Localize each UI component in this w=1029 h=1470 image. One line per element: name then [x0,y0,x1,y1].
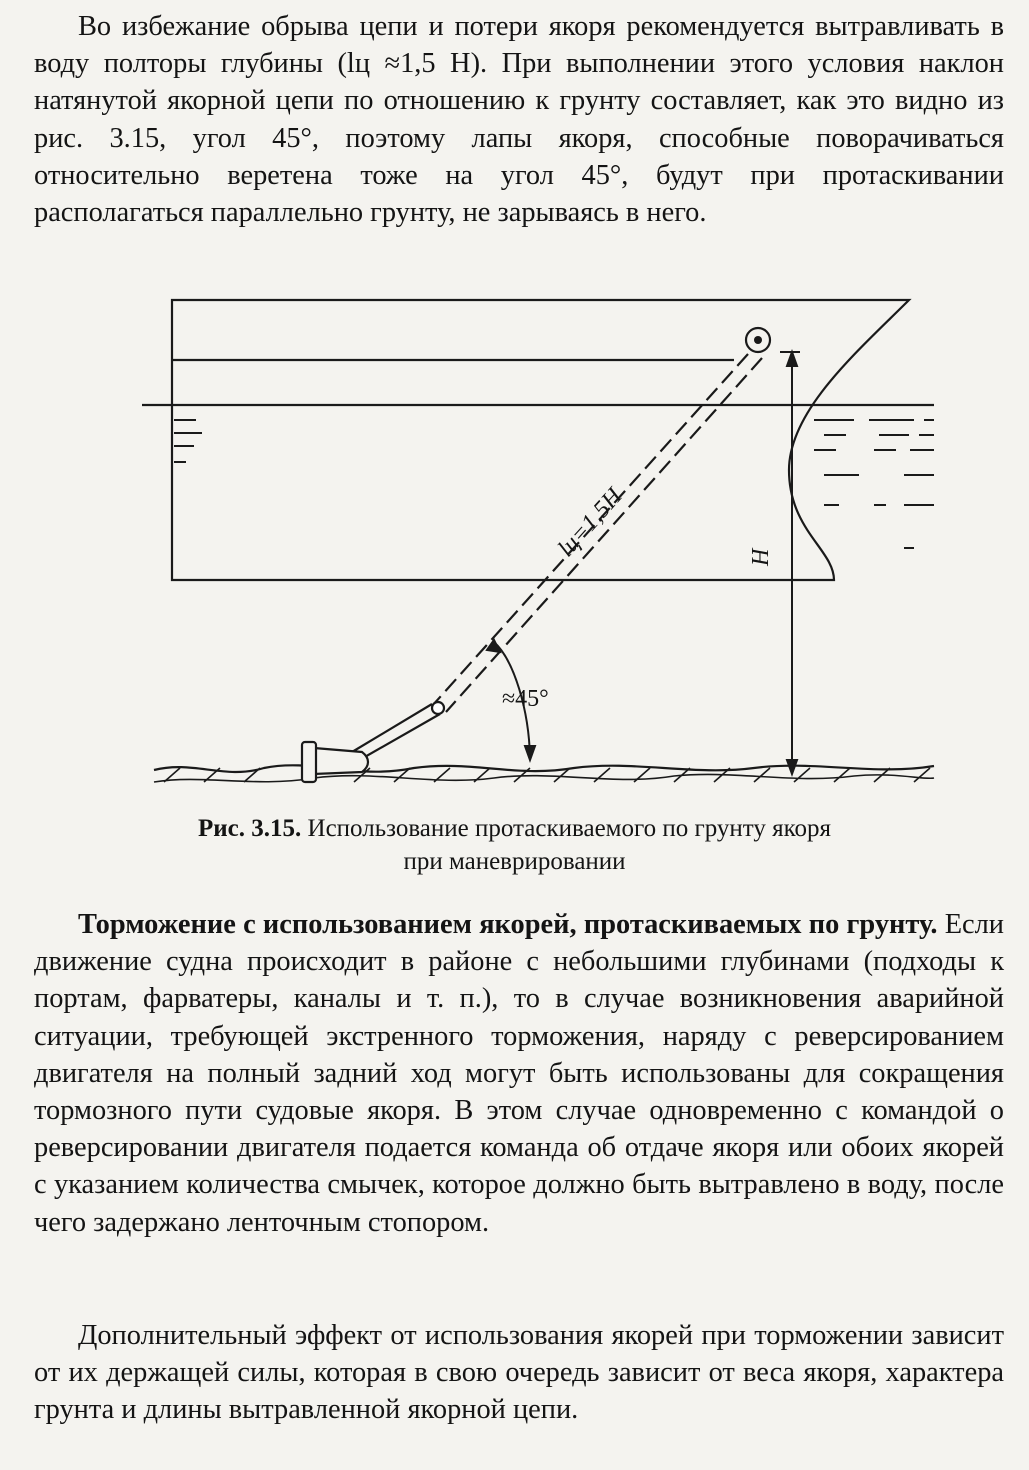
anchor-diagram [134,290,954,810]
figure-caption [0,812,1029,878]
caption-line-1: Использование протаскиваемого по грунту якоря [307,815,832,842]
seabed-line [154,765,934,772]
seabed-line-lower [154,774,934,782]
depth-label: H [748,548,774,566]
depth-dimension [780,352,800,774]
caption-number: Рис. 3.15. [197,815,302,842]
paragraph-anchor-chain-length: Во избежание обрыва цепи и потери якоря рекомендуется вытравливать в воду полторы глубины (lц ≈1,5 Н). При выполнении этого условия наклон натянутой якорной цепи по отношению к грунту составляет, как это видно из рис. 3.15, угол 45°, поэтому лапы якоря, способные поворачиваться относительно веретена тоже на угол 45°, будут при протаскивании располагаться параллельно грунту, не зарываясь в него. [34,11,1004,229]
paragraph-additional-effect: Дополнительный эффект от использования якорей при торможении зависит от их держащей силы, которая в свою очередь зависит от веса якоря, характера грунта и длины вытравленной якорной цепи. [34,1320,1004,1426]
ship-hull [172,300,909,580]
paragraph-braking-text: Если движение судна происходит в районе с небольшими глубинами (подходы к портам, фарватеры, каналы и т. п.), то в случае возникновения аварийной ситуации, требующей экстренного торможения, наряду с реверсированием двигателя на полный задний ход могут быть использованы для сокращения тормозного пути судовые якоря. В этом случае одновременно с командой о реверсировании двигателя подается команда об отдаче якоря или обоих якорей с указанием количества смычек, которое должно быть вытравлено в воду, после чего задержано ленточным стопором. [34,909,1004,1238]
water-dashes [174,420,934,548]
caption-line-2: при маневрировании [403,848,626,875]
paragraph-braking [34,906,1004,1241]
section-heading: Торможение с использованием якорей, протаскиваемых по грунту. [78,909,938,940]
angle-label: ≈45° [502,686,549,712]
chain-length-label: lц=1,5H [553,483,628,563]
anchor-shank [352,702,444,762]
figure-anchor-drag [134,290,954,810]
